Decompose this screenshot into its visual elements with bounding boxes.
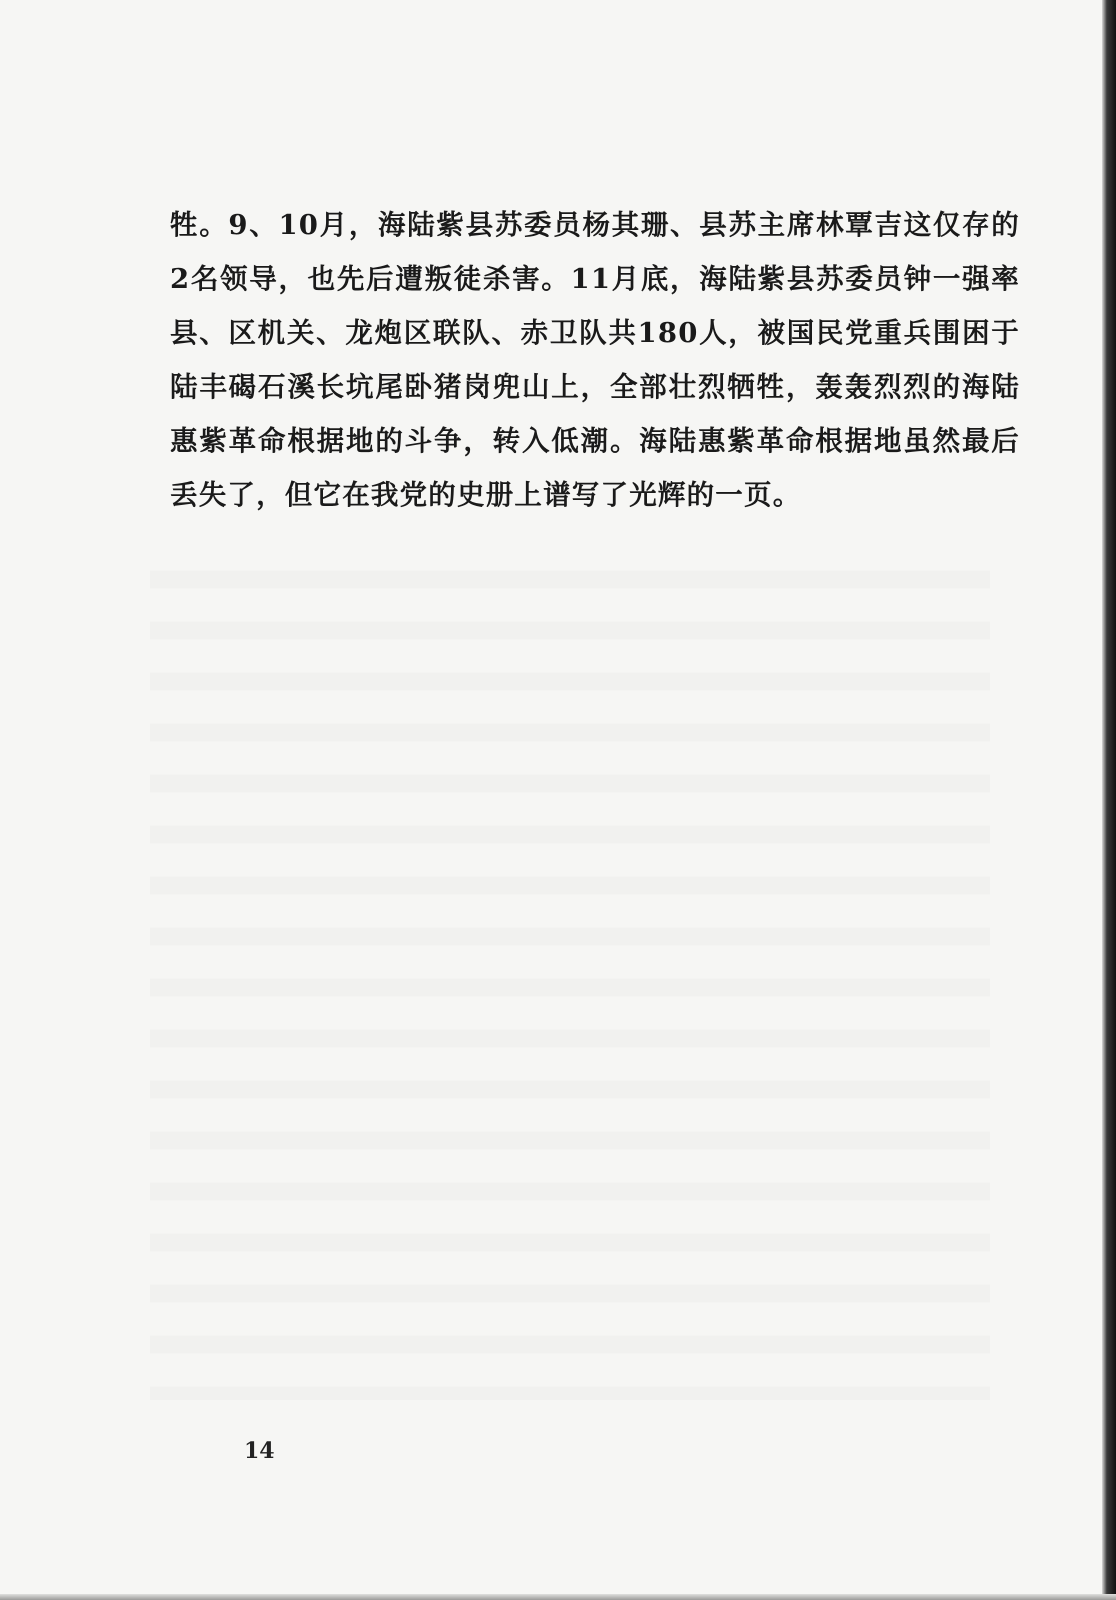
scan-edge-bottom [0,1594,1116,1600]
show-through-texture [150,540,990,1400]
page-number: 14 [244,1438,275,1464]
body-paragraph: 牲。9、10月，海陆紫县苏委员杨其珊、县苏主席林覃吉这仅存的2名领导，也先后遭叛徒杀害。11月底，海陆紫县苏委员钟一强率县、区机关、龙炮区联队、赤卫队共180人，被国民党重兵围困于陆丰碣石溪长坑尾卧猪岗兜山上，全部壮烈牺牲，轰轰烈烈的海陆惠紫革命根据地的斗争，转入低潮。海陆惠紫革命根据地虽然最后丢失了，但它在我党的史册上谱写了光辉的一页。 [170,209,1020,511]
scan-edge-right [1102,0,1116,1600]
